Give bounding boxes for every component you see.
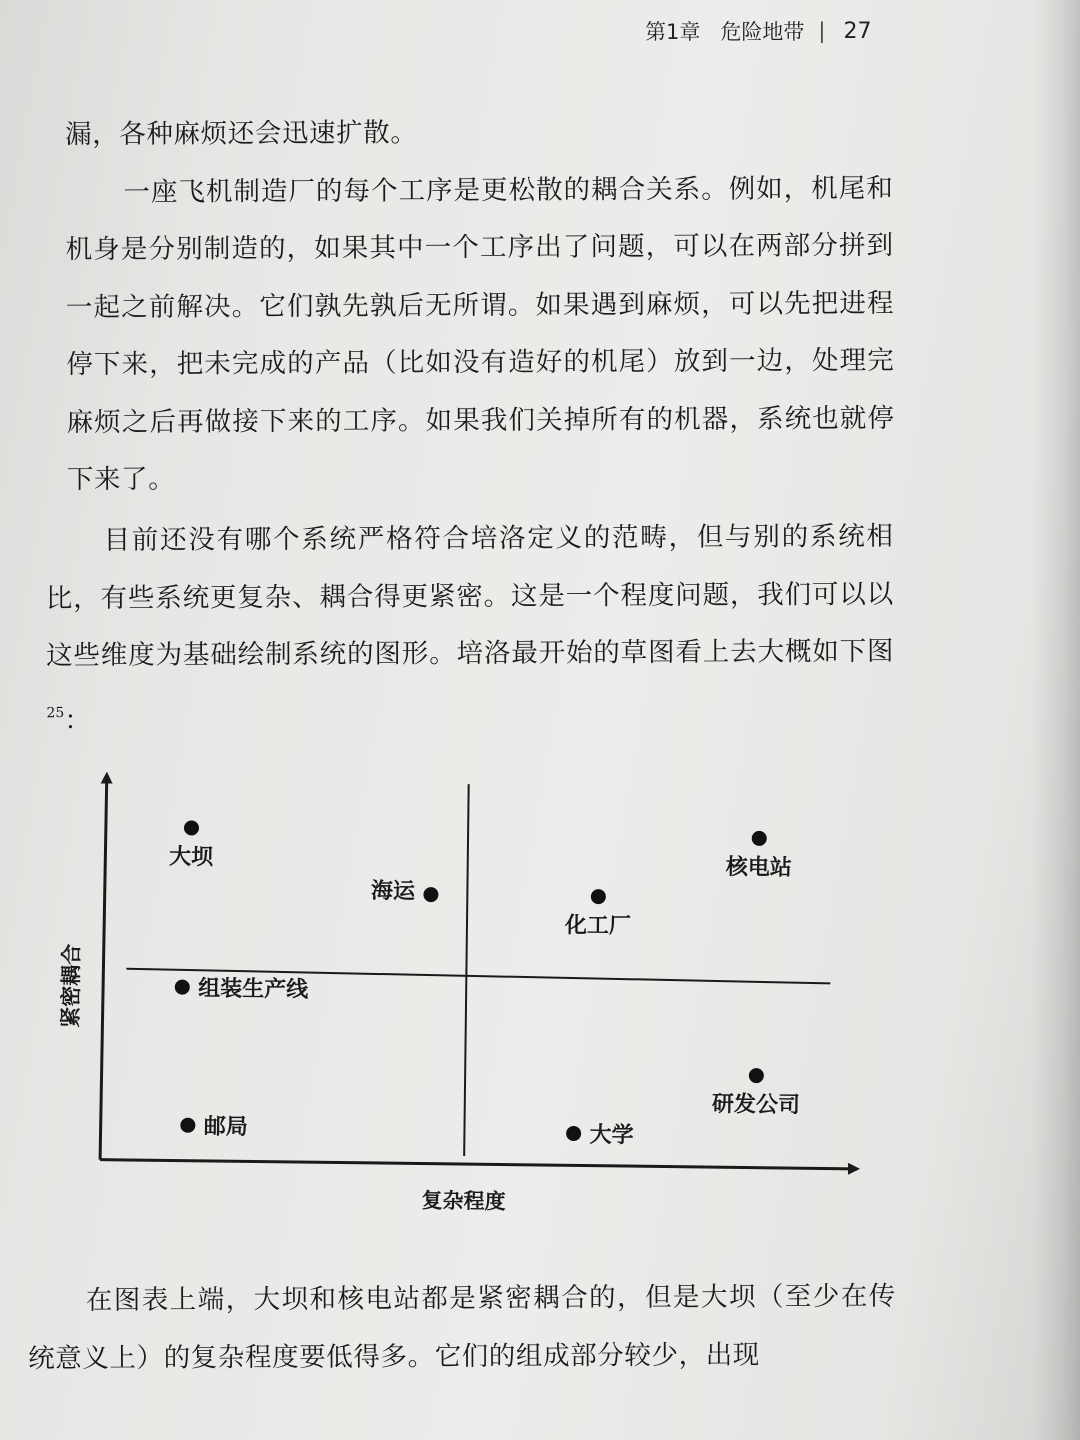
data-point-marker: [175, 980, 190, 995]
paragraph-aircraft-factory: 一座飞机制造厂的每个工序是更松散的耦合关系。例如，机尾和机身是分别制造的，如果其中一个工序出了问题，可以在两部分拼到一起之前解决。它们孰先孰后无所谓。如果遇到麻烦，可以先把进程停下来，把未完成的产品（比如没有造好的机尾）放到一边，处理完麻烦之后再做接下来的工序。如果我们关掉所有的机器，系统也就停下来了。: [65, 172, 895, 496]
data-point-label: 组装生产线: [198, 976, 309, 1003]
data-point-marker: [752, 831, 767, 846]
data-point: [371, 878, 439, 905]
data-point-marker: [184, 820, 199, 835]
vertical-quadrant-divider: [464, 784, 469, 1156]
data-point-label: 邮局: [203, 1114, 249, 1141]
paragraph-continuation: 漏，各种麻烦还会迅速扩散。: [65, 117, 418, 151]
data-point-label: 大学: [589, 1122, 634, 1149]
text-block-top: [65, 102, 895, 509]
paragraph-text: 目前还没有哪个系统严格符合培洛定义的范畴，但与别的系统相比，有些系统更复杂、耦合得更紧密。这是一个程度问题，我们可以以这些维度为基础绘制系统的图形。培洛最开始的草图看上去大概如下图: [45, 520, 895, 672]
chart-svg: [37, 765, 883, 1245]
perrow-chart: [37, 765, 883, 1245]
data-point-label: 核电站: [725, 855, 793, 881]
data-point: [564, 889, 632, 939]
footnote-marker: 25: [46, 704, 65, 721]
paragraph-chart-discussion: 在图表上端，大坝和核电站都是紧密耦合的，但是大坝（至少在传统意义上）的复杂程度要低得多。它们的组成部分较少，出现: [28, 1280, 896, 1374]
text-block-bottom: [28, 1268, 897, 1388]
data-point-marker: [180, 1118, 195, 1133]
data-point: [712, 1068, 801, 1119]
data-point-label: 化工厂: [564, 913, 632, 940]
x-axis-line: [100, 1160, 854, 1169]
data-point-marker: [566, 1126, 581, 1141]
page-edge-shadow: [1032, 0, 1080, 1440]
y-axis-line: [100, 778, 107, 1160]
data-point-marker: [423, 887, 438, 902]
data-point-marker: [591, 889, 606, 904]
chapter-number: 第1章: [645, 20, 701, 44]
header-separator: |: [818, 19, 826, 43]
paragraph-perrow-systems: [45, 508, 894, 749]
page-number: 27: [843, 18, 872, 44]
data-point: [175, 975, 310, 1003]
running-header: [645, 16, 871, 46]
data-point: [169, 820, 215, 870]
y-axis-title: 紧密耦合: [58, 943, 84, 1028]
paragraph-trailing-colon: ：: [64, 704, 92, 736]
data-point-label: 研发公司: [711, 1092, 801, 1119]
data-point: [725, 831, 793, 881]
chapter-title: 危险地带: [720, 20, 805, 44]
data-point-marker: [749, 1068, 764, 1083]
text-block-middle: [45, 508, 894, 749]
data-point-label: 大坝: [168, 844, 214, 871]
data-point-label: 海运: [370, 878, 416, 905]
data-point: [566, 1121, 634, 1148]
x-axis-title: 复杂程度: [421, 1188, 506, 1214]
data-point: [180, 1114, 248, 1140]
